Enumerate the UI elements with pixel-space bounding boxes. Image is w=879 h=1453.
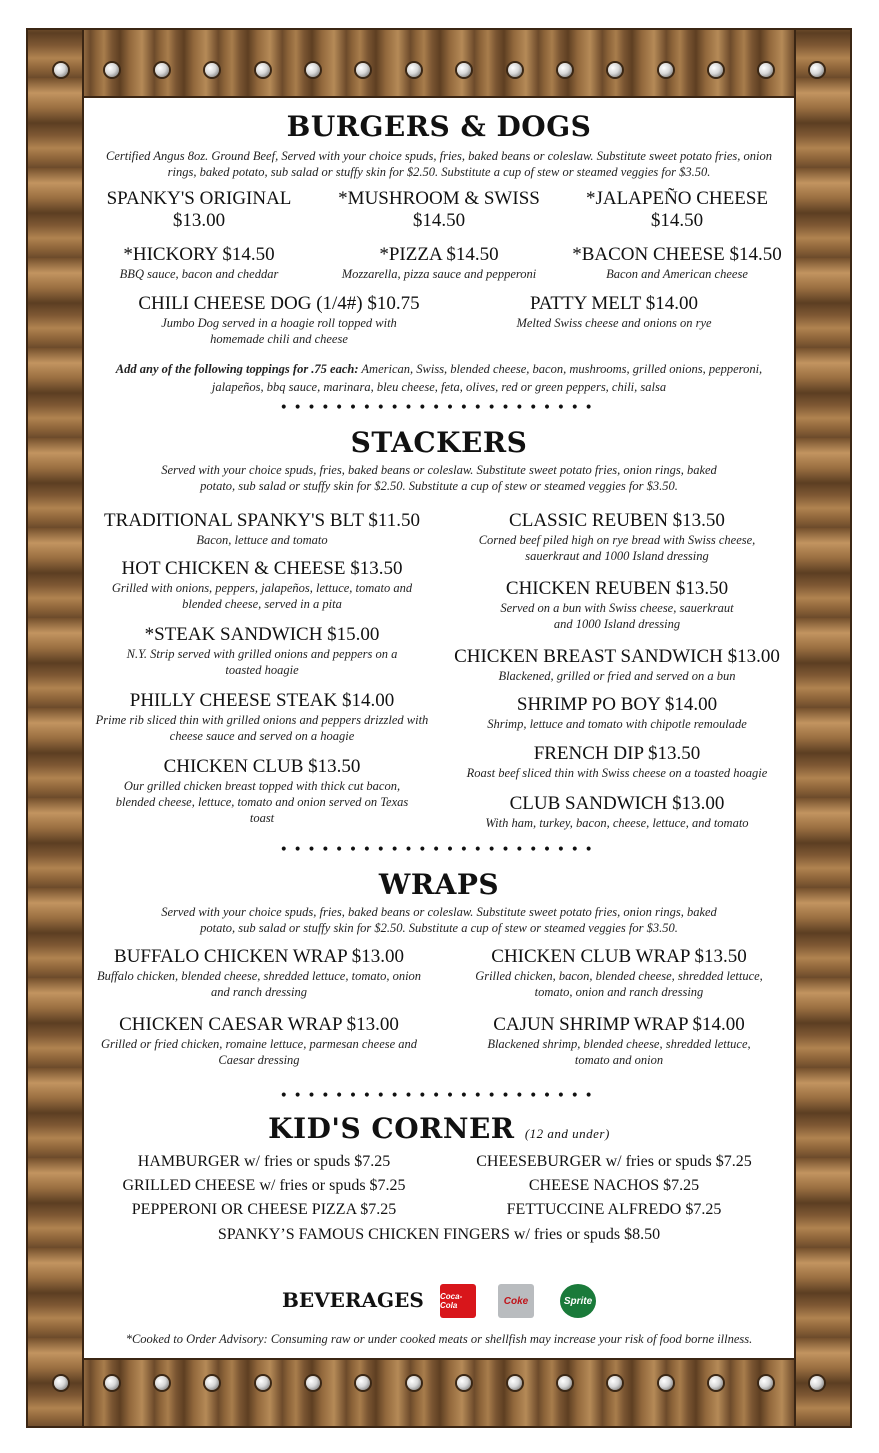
rivet-icon bbox=[306, 63, 320, 77]
item-name: PATTY MELT $14.00 bbox=[529, 293, 699, 314]
coca-cola-logo bbox=[440, 1284, 476, 1318]
rivet-icon bbox=[54, 1376, 68, 1390]
item-desc: Jumbo Dog served in a hoagie roll topped with homemade chili and cheese bbox=[161, 316, 397, 346]
wraps-desc: Served with your choice spuds, fries, baked beans or coleslaw. Substitute sweet potato fries, onion rings, baked potato, sub salad or stuffy skin for $2.50. Substitute a cup of stew or steamed veggies for $3.50. bbox=[161, 905, 717, 935]
rivet-icon bbox=[155, 63, 169, 77]
kids-item: CHEESEBURGER w/ fries or spuds $7.25 bbox=[476, 1153, 752, 1170]
rivet-icon bbox=[709, 63, 723, 77]
item-desc: Melted Swiss cheese and onions on rye bbox=[516, 316, 712, 330]
menu-item bbox=[320, 244, 558, 282]
sprite-logo bbox=[560, 1284, 596, 1318]
rivet-icon bbox=[356, 63, 370, 77]
item-desc: Our grilled chicken breast topped with thick cut bacon, blended cheese, lettuce, tomato and onion served on Texas toast bbox=[115, 779, 409, 825]
divider: ••••••••••••••••••••••• bbox=[279, 842, 599, 858]
item-desc: Mozzarella, pizza sauce and pepperoni bbox=[341, 267, 537, 281]
item-desc: Grilled with onions, peppers, jalapeños, lettuce, tomato and blended cheese, served in a pita bbox=[111, 581, 413, 611]
item-desc: Grilled or fried chicken, romaine lettuce, parmesan cheese and Caesar dressing bbox=[100, 1037, 418, 1067]
menu-item bbox=[84, 1014, 434, 1068]
rivet-icon bbox=[205, 1376, 219, 1390]
coca-cola-logo-text: Coca-Cola bbox=[440, 1292, 463, 1310]
kids-note: (12 and under) bbox=[524, 1126, 610, 1141]
rivet-icon bbox=[659, 63, 673, 77]
rivet-icon bbox=[558, 63, 572, 77]
rivet-icon bbox=[759, 63, 773, 77]
item-name: CHICKEN CLUB $13.50 bbox=[163, 756, 361, 777]
rivet-icon bbox=[105, 1376, 119, 1390]
rivet-icon bbox=[306, 1376, 320, 1390]
menu-item bbox=[88, 188, 310, 232]
kids-item: HAMBURGER w/ fries or spuds $7.25 bbox=[137, 1153, 391, 1170]
item-desc: Blackened, grilled or fried and served on a bun bbox=[498, 669, 736, 683]
kids-heading bbox=[84, 1112, 794, 1145]
item-name: *PIZZA $14.50 bbox=[379, 244, 499, 265]
menu-item bbox=[440, 743, 794, 781]
toppings-list: American, Swiss, blended cheese, bacon, mushrooms, grilled onions, pepperoni, jalapeños, bbq sauce, marinara, bleu cheese, feta, olives, red or green peppers, chili, salsa bbox=[211, 362, 763, 394]
divider: ••••••••••••••••••••••• bbox=[279, 400, 599, 416]
rivet-icon bbox=[256, 63, 270, 77]
item-desc: Buffalo chicken, blended cheese, shredded lettuce, tomato, onion and ranch dressing bbox=[96, 969, 422, 999]
burgers-desc: Certified Angus 8oz. Ground Beef, Served with your choice spuds, fries, baked beans or coleslaw. Substitute sweet potato fries, onion rings, baked potato, sub salad or stuffy skin for $2.50. Substitute a cup of stew or steamed veggies for $3.50. bbox=[105, 149, 772, 179]
rivet-icon bbox=[256, 1376, 270, 1390]
menu-item bbox=[320, 188, 558, 232]
item-name: *STEAK SANDWICH $15.00 bbox=[144, 624, 380, 645]
stackers-title: STACKERS bbox=[350, 426, 528, 459]
menu-item bbox=[84, 756, 440, 826]
item-name: CLASSIC REUBEN $13.50 bbox=[509, 510, 725, 531]
item-desc: Prime rib sliced thin with grilled onions and peppers drizzled with cheese sauce and served on a hoagie bbox=[95, 713, 429, 743]
rivet-row-top bbox=[26, 35, 852, 105]
menu-item bbox=[84, 946, 434, 1000]
sprite-logo-text: Sprite bbox=[563, 1295, 593, 1307]
rivet-icon bbox=[54, 63, 68, 77]
item-desc: BBQ sauce, bacon and cheddar bbox=[119, 267, 279, 281]
menu-item bbox=[84, 690, 440, 744]
frame-right bbox=[794, 28, 852, 1428]
item-name: HOT CHICKEN & CHEESE $13.50 bbox=[121, 558, 403, 579]
advisory-note: *Cooked to Order Advisory: Consuming raw or under cooked meats or shellfish may increase your risk of food borne illness. bbox=[125, 1332, 753, 1346]
rivet-icon bbox=[608, 1376, 622, 1390]
kids-item: CHEESE NACHOS $7.25 bbox=[528, 1177, 700, 1194]
menu-item bbox=[440, 646, 794, 684]
kids-item: PEPPERONI OR CHEESE PIZZA $7.25 bbox=[131, 1201, 397, 1218]
item-name: *JALAPEÑO CHEESE bbox=[585, 188, 769, 209]
item-name: SHRIMP PO BOY $14.00 bbox=[516, 694, 718, 715]
rivet-icon bbox=[508, 1376, 522, 1390]
item-name: CHICKEN REUBEN $13.50 bbox=[505, 578, 729, 599]
item-name: TRADITIONAL SPANKY'S BLT $11.50 bbox=[104, 510, 420, 531]
divider: ••••••••••••••••••••••• bbox=[279, 1088, 599, 1104]
item-name: FRENCH DIP $13.50 bbox=[533, 743, 701, 764]
item-desc: Bacon, lettuce and tomato bbox=[196, 533, 328, 547]
menu-item bbox=[464, 293, 764, 331]
toppings-lead: Add any of the following toppings for .75 each: bbox=[115, 362, 359, 376]
menu-panel bbox=[84, 98, 794, 1358]
menu-item bbox=[88, 244, 310, 282]
item-desc: N.Y. Strip served with grilled onions and peppers on a toasted hoagie bbox=[126, 647, 398, 677]
frame-left bbox=[26, 28, 84, 1428]
kids-item: SPANKY’S FAMOUS CHICKEN FINGERS w/ fries or spuds $8.50 bbox=[217, 1226, 661, 1243]
item-name: CLUB SANDWICH $13.00 bbox=[509, 793, 725, 814]
rivet-icon bbox=[105, 63, 119, 77]
item-desc: With ham, turkey, bacon, cheese, lettuce, and tomato bbox=[485, 816, 749, 830]
item-name: CAJUN SHRIMP WRAP $14.00 bbox=[493, 1014, 745, 1035]
item-name: *MUSHROOM & SWISS bbox=[338, 188, 540, 209]
kids-item: GRILLED CHEESE w/ fries or spuds $7.25 bbox=[122, 1177, 406, 1194]
item-price: $14.50 bbox=[650, 210, 704, 231]
item-name: PHILLY CHEESE STEAK $14.00 bbox=[129, 690, 395, 711]
menu-item bbox=[440, 694, 794, 732]
rivet-icon bbox=[508, 63, 522, 77]
item-desc: Served on a bun with Swiss cheese, sauerkraut and 1000 Island dressing bbox=[500, 601, 734, 631]
rivet-icon bbox=[457, 1376, 471, 1390]
rivet-icon bbox=[659, 1376, 673, 1390]
item-name: CHICKEN BREAST SANDWICH $13.00 bbox=[454, 646, 780, 667]
menu-item bbox=[444, 946, 794, 1000]
rivet-icon bbox=[709, 1376, 723, 1390]
item-name: CHILI CHEESE DOG (1/4#) $10.75 bbox=[138, 293, 420, 314]
item-name: CHICKEN CLUB WRAP $13.50 bbox=[491, 946, 747, 967]
item-price: $13.00 bbox=[172, 210, 226, 231]
item-name: BUFFALO CHICKEN WRAP $13.00 bbox=[114, 946, 404, 967]
menu-item bbox=[440, 510, 794, 564]
item-desc: Corned beef piled high on rye bread with Swiss cheese, sauerkraut and 1000 Island dressing bbox=[478, 533, 756, 563]
diet-coke-logo-text: Coke bbox=[503, 1295, 529, 1307]
rivet-icon bbox=[608, 63, 622, 77]
kids-title: KID'S CORNER bbox=[268, 1112, 515, 1145]
menu-item bbox=[440, 578, 794, 632]
toppings-note bbox=[92, 360, 786, 396]
rivet-row-bottom bbox=[26, 1348, 852, 1418]
rivet-icon bbox=[810, 1376, 824, 1390]
rivet-icon bbox=[356, 1376, 370, 1390]
menu-item bbox=[84, 558, 440, 612]
item-name: SPANKY'S ORIGINAL bbox=[106, 188, 292, 209]
item-desc: Blackened shrimp, blended cheese, shredded lettuce, tomato and onion bbox=[487, 1037, 751, 1067]
rivet-icon bbox=[205, 63, 219, 77]
menu-item bbox=[84, 510, 440, 548]
beverages-title: BEVERAGES bbox=[282, 1288, 424, 1312]
menu-item bbox=[562, 244, 792, 282]
rivet-icon bbox=[155, 1376, 169, 1390]
wraps-title: WRAPS bbox=[378, 868, 500, 901]
rivet-icon bbox=[407, 63, 421, 77]
rivet-icon bbox=[759, 1376, 773, 1390]
item-desc: Roast beef sliced thin with Swiss cheese on a toasted hoagie bbox=[466, 766, 768, 780]
kids-item: FETTUCCINE ALFREDO $7.25 bbox=[506, 1201, 722, 1218]
burgers-title: BURGERS & DOGS bbox=[286, 110, 592, 143]
menu-item bbox=[444, 1014, 794, 1068]
item-name: CHICKEN CAESAR WRAP $13.00 bbox=[119, 1014, 399, 1035]
item-desc: Grilled chicken, bacon, blended cheese, shredded lettuce, tomato, onion and ranch dressing bbox=[475, 969, 763, 999]
item-name: *HICKORY $14.50 bbox=[123, 244, 275, 265]
rivet-icon bbox=[558, 1376, 572, 1390]
rivet-icon bbox=[407, 1376, 421, 1390]
diet-coke-logo bbox=[498, 1284, 534, 1318]
item-price: $14.50 bbox=[412, 210, 466, 231]
item-desc: Shrimp, lettuce and tomato with chipotle remoulade bbox=[487, 717, 747, 731]
rivet-icon bbox=[457, 63, 471, 77]
menu-item bbox=[84, 624, 440, 678]
rivet-icon bbox=[810, 63, 824, 77]
stackers-desc: Served with your choice spuds, fries, baked beans or coleslaw. Substitute sweet potato fries, onion rings, baked potato, sub salad or stuffy skin for $2.50. Substitute a cup of stew or steamed veggies for $3.50. bbox=[161, 463, 717, 493]
menu-item bbox=[566, 188, 788, 232]
menu-item bbox=[440, 793, 794, 831]
menu-item bbox=[114, 293, 444, 347]
item-name: *BACON CHEESE $14.50 bbox=[572, 244, 782, 265]
item-desc: Bacon and American cheese bbox=[606, 267, 748, 281]
